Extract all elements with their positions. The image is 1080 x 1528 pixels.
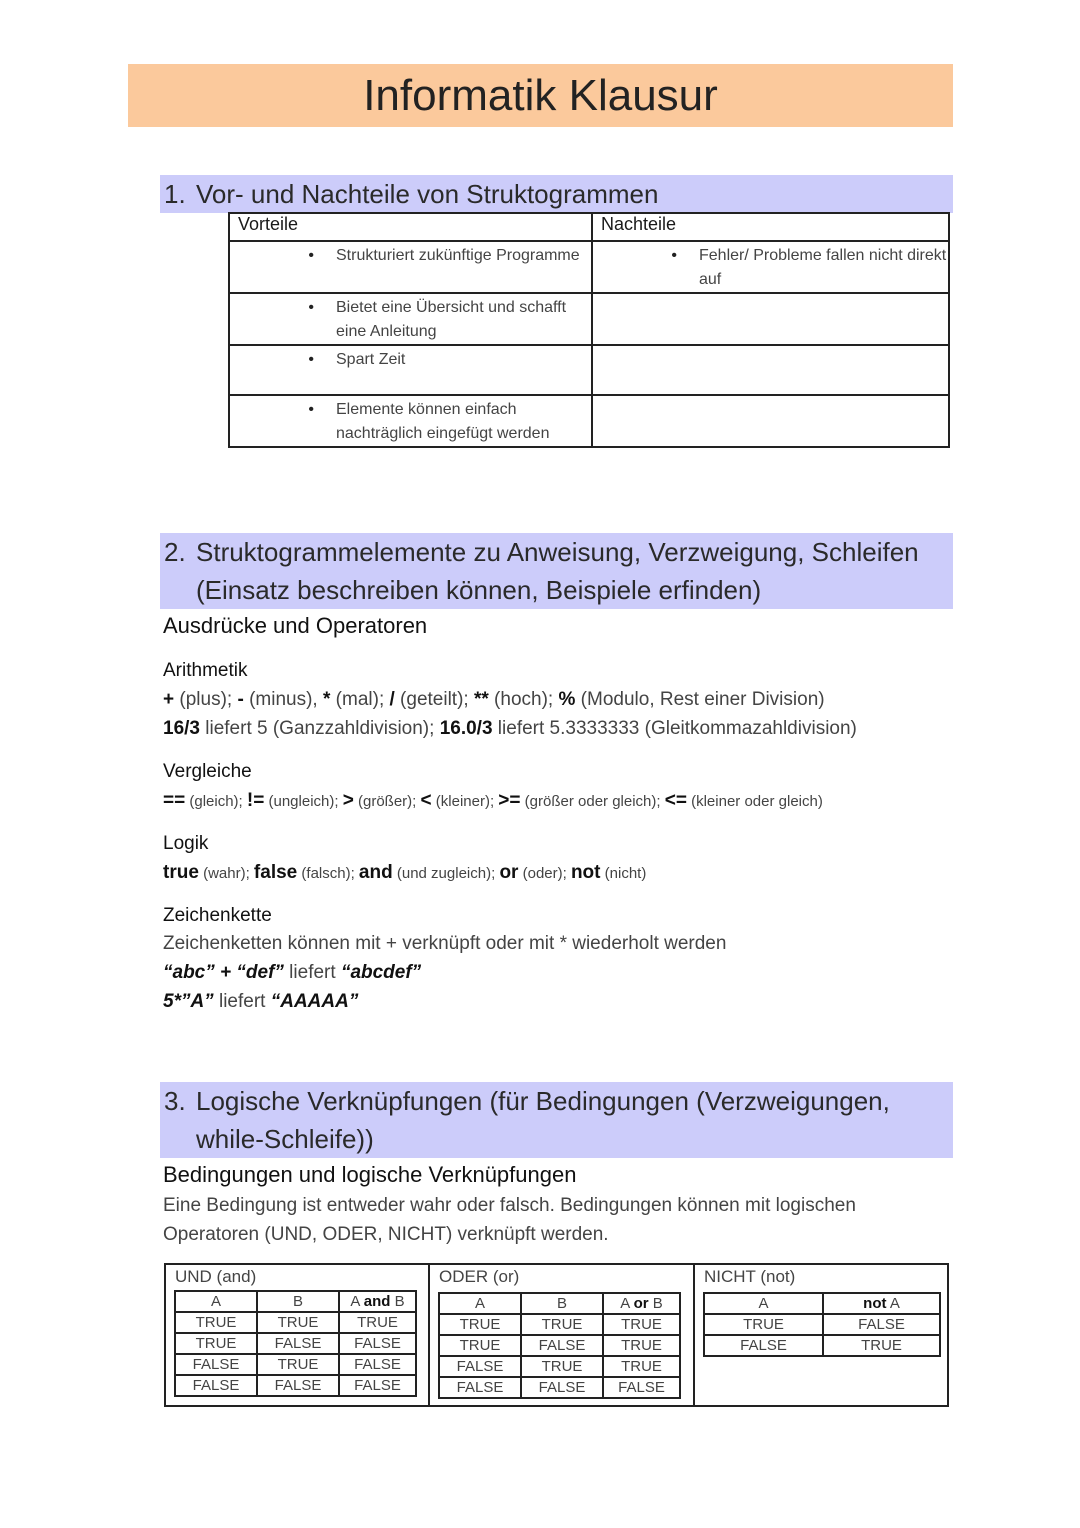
op: ** (473, 689, 489, 710)
cell: FALSE (704, 1335, 823, 1356)
page-title: Informatik Klausur (128, 64, 953, 127)
string-example (163, 991, 358, 1013)
not-label: NICHT (not) (704, 1267, 796, 1286)
con-cell (592, 345, 949, 395)
op: false (253, 862, 298, 883)
cell: TRUE (704, 1314, 823, 1335)
cell: FALSE (175, 1354, 257, 1375)
expr-desc: liefert (283, 962, 341, 983)
conditions-description: Operatoren (UND, ODER, NICHT) verknüpft werden. (163, 1224, 609, 1245)
section-title: Struktogrammelemente zu Anweisung, Verzweigung, Schleifen (196, 537, 919, 567)
expr-desc: liefert 5.3333333 (Gleitkommazahldivision) (492, 718, 857, 739)
cell: TRUE (339, 1312, 416, 1333)
header-cell: B (521, 1293, 603, 1314)
pro-cell (229, 293, 592, 345)
op-desc: (hoch); (488, 689, 559, 710)
expr-desc: liefert 5 (Ganzzahldivision); (199, 718, 440, 739)
bullet-icon: • (308, 299, 314, 316)
not-truth-table (703, 1292, 941, 1357)
expr: “abc” + “def” (163, 962, 284, 983)
op: - (237, 689, 244, 710)
table-row (175, 1354, 416, 1375)
section-title-line2: while-Schleife)) (196, 1124, 374, 1154)
header-part: A (350, 1293, 364, 1310)
pro-item: Strukturiert zukünftige Programme (336, 247, 580, 264)
op-desc: (kleiner); (431, 793, 499, 810)
op-desc: (ungleich); (264, 793, 343, 810)
header-part: B (648, 1295, 663, 1312)
table-row (175, 1375, 416, 1396)
cell: FALSE (521, 1335, 603, 1356)
or-truth-table (438, 1292, 681, 1399)
op: < (420, 790, 432, 811)
op-desc: (größer); (353, 793, 421, 810)
op-desc: (kleiner oder gleich) (686, 793, 823, 810)
table-row (704, 1314, 940, 1335)
op-desc: (und zugleich); (392, 865, 500, 882)
op: / (389, 689, 395, 710)
op-desc: (falsch); (297, 865, 359, 882)
op: + (163, 689, 175, 710)
section-1-heading (160, 175, 953, 213)
op-desc: (größer oder gleich); (520, 793, 665, 810)
op: <= (664, 790, 687, 811)
header-cell: A (704, 1293, 823, 1314)
op-desc: (mal); (330, 689, 390, 710)
comparison-operators (163, 790, 823, 812)
section-number: 2. (164, 537, 186, 567)
subheading-conditions: Bedingungen und logische Verknüpfungen (163, 1162, 577, 1187)
header-cell: A (439, 1293, 521, 1314)
and-label: UND (and) (175, 1267, 257, 1286)
header-cell (339, 1291, 416, 1312)
cell: FALSE (603, 1377, 680, 1398)
subheading-expressions: Ausdrücke und Operatoren (163, 613, 428, 638)
table-row (229, 241, 949, 293)
cell: TRUE (257, 1312, 339, 1333)
con-item: Fehler/ Probleme fallen nicht direkt auf (699, 247, 947, 288)
string-example (163, 962, 421, 984)
pro-item: Elemente können einfach nachträglich eingefügt werden (336, 401, 550, 442)
and-table-group (166, 1265, 428, 1405)
cell: TRUE (823, 1335, 940, 1356)
table-row (704, 1335, 940, 1356)
table-row (229, 395, 949, 447)
op-desc: (nicht) (600, 865, 647, 882)
cell: FALSE (439, 1356, 521, 1377)
cell: TRUE (439, 1314, 521, 1335)
cell: TRUE (521, 1314, 603, 1335)
section-3-heading (160, 1082, 953, 1158)
con-cell (592, 395, 949, 447)
cell: TRUE (603, 1356, 680, 1377)
conditions-description: Eine Bedingung ist entweder wahr oder falsch. Bedingungen können mit logischen (163, 1195, 856, 1216)
or-label: ODER (or) (439, 1267, 520, 1286)
op: >= (498, 790, 521, 811)
cell: FALSE (175, 1375, 257, 1396)
cell: TRUE (175, 1333, 257, 1354)
header-part: B (390, 1293, 405, 1310)
cell: FALSE (823, 1314, 940, 1335)
op-desc: (gleich); (185, 793, 247, 810)
header-cell: B (257, 1291, 339, 1312)
section-title-line2: (Einsatz beschreiben können, Beispiele erfinden) (196, 575, 762, 605)
op: true (163, 862, 199, 883)
table-header-row (229, 213, 949, 241)
cell: FALSE (521, 1377, 603, 1398)
cell: FALSE (339, 1375, 416, 1396)
header-cell: A (175, 1291, 257, 1312)
truth-tables (164, 1263, 949, 1407)
division-examples (163, 718, 857, 740)
op: > (342, 790, 354, 811)
op: or (499, 862, 519, 883)
bullet-icon: • (308, 247, 314, 264)
table-row (439, 1356, 680, 1377)
op: != (246, 790, 265, 811)
comparisons-heading: Vergleiche (163, 761, 252, 782)
table-row (229, 293, 949, 345)
table-header-row (175, 1291, 416, 1312)
header-op: not (863, 1295, 887, 1312)
result: “AAAAA” (270, 991, 359, 1012)
header-part: A (620, 1295, 634, 1312)
cell: FALSE (439, 1377, 521, 1398)
logic-heading: Logik (163, 833, 209, 854)
op-desc: (minus), (243, 689, 323, 710)
table-row (175, 1312, 416, 1333)
bullet-icon: • (308, 401, 314, 418)
table-header-row (704, 1293, 940, 1314)
table-row (175, 1333, 416, 1354)
header-cell (823, 1293, 940, 1314)
section-title: Vor- und Nachteile von Struktogrammen (196, 179, 659, 209)
op: == (163, 790, 186, 811)
header-op: and (363, 1293, 391, 1310)
string-description: Zeichenketten können mit + verknüpft oder mit * wiederholt werden (163, 933, 727, 954)
header-pros: Vorteile (229, 213, 592, 241)
bullet-icon: • (308, 351, 314, 368)
expr: 16/3 (163, 718, 200, 739)
not-table-group (695, 1265, 947, 1405)
header-cell (603, 1293, 680, 1314)
con-cell (592, 241, 949, 293)
table-row (229, 345, 949, 395)
op-desc: (Modulo, Rest einer Division) (575, 689, 825, 710)
result: “abcdef” (340, 962, 422, 983)
op: * (322, 689, 331, 710)
con-cell (592, 293, 949, 345)
and-truth-table (174, 1290, 417, 1397)
pro-cell (229, 395, 592, 447)
bullet-icon: • (671, 247, 677, 264)
cell: FALSE (257, 1333, 339, 1354)
pro-cell (229, 241, 592, 293)
header-op: or (633, 1295, 649, 1312)
expr: 16.0/3 (439, 718, 493, 739)
op-desc: (oder); (518, 865, 571, 882)
op-desc: (wahr); (198, 865, 254, 882)
pro-cell (229, 345, 592, 395)
op-desc: (geteilt); (394, 689, 474, 710)
section-title: Logische Verknüpfungen (für Bedingungen (Verzweigungen, (196, 1086, 890, 1116)
string-heading: Zeichenkette (163, 905, 272, 926)
arithmetic-heading: Arithmetik (163, 660, 248, 681)
cell: TRUE (603, 1314, 680, 1335)
header-part: A (886, 1295, 900, 1312)
cell: TRUE (603, 1335, 680, 1356)
op: not (570, 862, 601, 883)
pro-item: Spart Zeit (336, 351, 406, 368)
cell: FALSE (339, 1333, 416, 1354)
logic-operators (163, 862, 646, 884)
pro-item: Bietet eine Übersicht und schafft eine Anleitung (336, 299, 567, 340)
cell: TRUE (439, 1335, 521, 1356)
expr-desc: liefert (213, 991, 271, 1012)
cell: TRUE (521, 1356, 603, 1377)
or-table-group (430, 1265, 693, 1405)
table-row (439, 1335, 680, 1356)
section-number: 1. (164, 179, 186, 209)
cell: FALSE (339, 1354, 416, 1375)
op: and (358, 862, 393, 883)
op-desc: (plus); (174, 689, 238, 710)
expr: 5*”A” (163, 991, 214, 1012)
table-row (439, 1314, 680, 1335)
cell: FALSE (257, 1375, 339, 1396)
section-number: 3. (164, 1086, 186, 1116)
section-2-heading (160, 533, 953, 609)
cell: TRUE (175, 1312, 257, 1333)
pros-cons-table (228, 212, 950, 448)
header-cons: Nachteile (592, 213, 949, 241)
arithmetic-operators (163, 689, 825, 711)
table-row (439, 1377, 680, 1398)
cell: TRUE (257, 1354, 339, 1375)
table-header-row (439, 1293, 680, 1314)
op: % (558, 689, 576, 710)
